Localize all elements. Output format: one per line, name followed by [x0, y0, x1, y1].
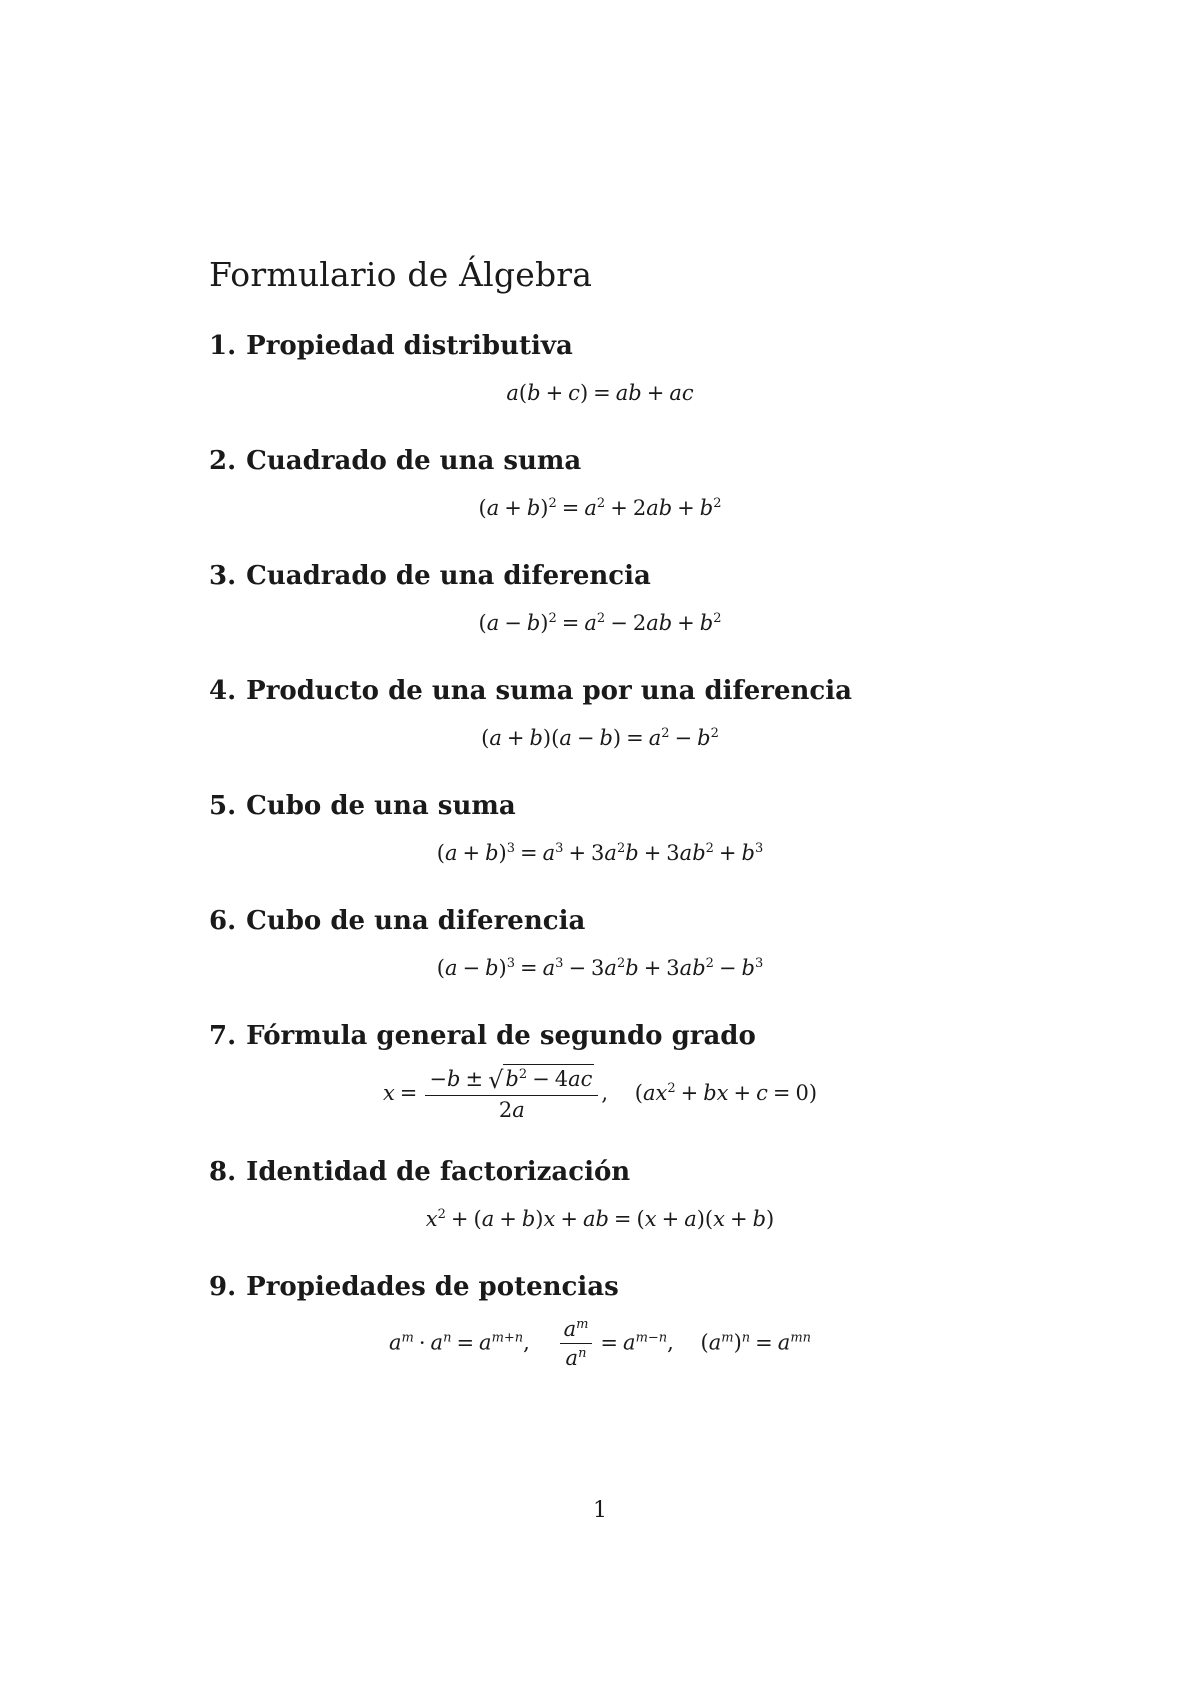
- formula-7: x = $\frac{-b \pm √b^2 - 4ac}{2a}$ , ($ax^2$ + bx + c = 0): [382, 1066, 818, 1122]
- section-title: Propiedad distributiva: [246, 331, 573, 361]
- section-number: 6.: [209, 906, 237, 936]
- formula-9: $a^m \cdot a^n = a^{m+n}$, $\frac{a^m}{a^n}$ = $a^{m-n}$, $(a^m)^n = a^{mn}$: [388, 1317, 812, 1370]
- section-heading-6: [209, 908, 585, 934]
- section-heading-2: [209, 448, 581, 474]
- fraction: $\frac{-b \pm √b^2 - 4ac}{2a}$: [425, 1068, 598, 1121]
- section-heading-3: [209, 563, 651, 589]
- section-heading-8: [209, 1159, 630, 1185]
- section-heading-7: [209, 1023, 756, 1049]
- section-heading-9: [209, 1274, 619, 1300]
- formula-2: $(a + b)^2 = a^2 + 2ab + b^2$: [478, 496, 722, 520]
- formula-4: $(a + b)(a - b) = a^2 - b^2$: [481, 726, 719, 750]
- section-title: Cubo de una suma: [246, 791, 516, 821]
- section-number: 3.: [209, 561, 237, 591]
- section-heading-5: [209, 793, 516, 819]
- square-root: $√b^2 - 4ac$: [488, 1066, 593, 1094]
- formula-1: a(b + c) = ab + ac: [506, 381, 694, 405]
- section-title: Fórmula general de segundo grado: [246, 1021, 756, 1051]
- section-number: 2.: [209, 446, 237, 476]
- section-title: Cuadrado de una diferencia: [246, 561, 651, 591]
- formula-3: $(a - b)^2 = a^2 - 2ab + b^2$: [478, 611, 722, 635]
- section-title: Propiedades de potencias: [246, 1272, 619, 1302]
- section-number: 4.: [209, 676, 237, 706]
- section-number: 8.: [209, 1157, 237, 1187]
- section-number: 7.: [209, 1021, 237, 1051]
- formula-6: $(a - b)^3 = a^3 - 3a^2b + 3ab^2 - b^3$: [436, 956, 764, 980]
- section-number: 1.: [209, 331, 237, 361]
- section-title: Cubo de una diferencia: [246, 906, 586, 936]
- section-title: Producto de una suma por una diferencia: [246, 676, 852, 706]
- page-number: 1: [593, 1498, 607, 1523]
- section-heading-4: [209, 678, 852, 704]
- section-title: Cuadrado de una suma: [246, 446, 582, 476]
- section-title: Identidad de factorización: [246, 1157, 631, 1187]
- section-number: 9.: [209, 1272, 237, 1302]
- page-title: Formulario de Álgebra: [209, 255, 593, 294]
- fraction: $\frac{a^m}{a^n}$: [560, 1319, 593, 1369]
- formula-8: $x^2 + (a + b)x$ + ab = (x + a)(x + b): [425, 1207, 775, 1231]
- formula-5: $(a + b)^3 = a^3 + 3a^2b + 3ab^2 + b^3$: [436, 841, 764, 865]
- section-number: 5.: [209, 791, 237, 821]
- section-heading-1: [209, 333, 573, 359]
